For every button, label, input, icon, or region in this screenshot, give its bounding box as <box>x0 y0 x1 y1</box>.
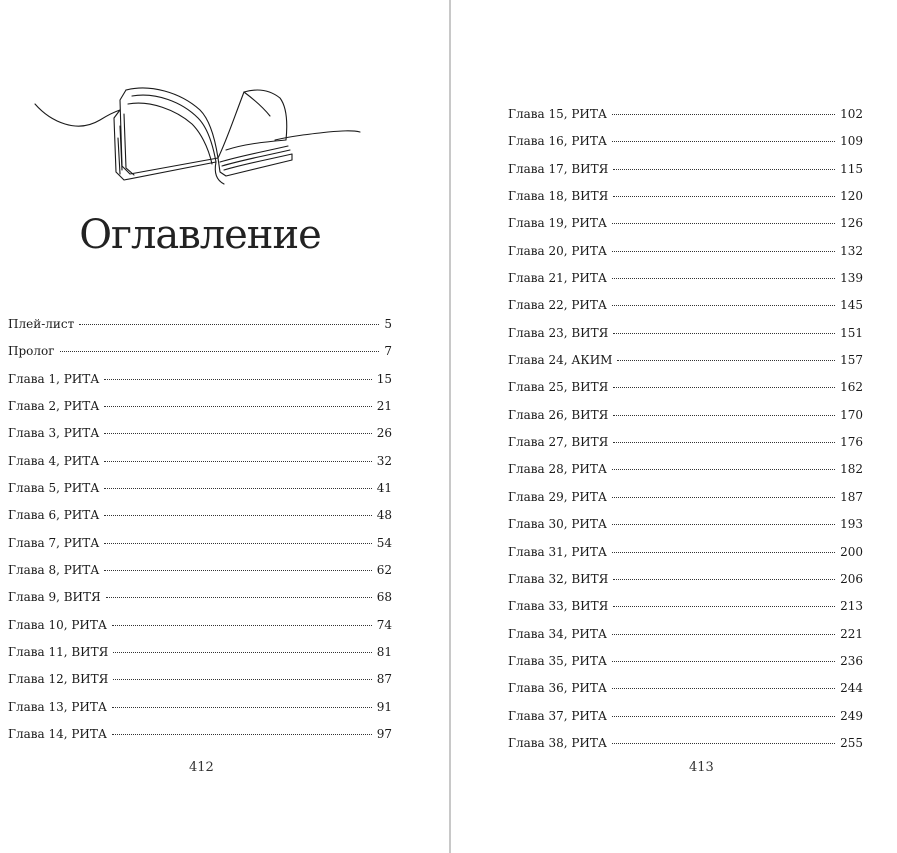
dot-leader <box>617 360 835 361</box>
toc-entry-label: Глава 13, РИТА <box>8 699 107 714</box>
toc-entry[interactable] <box>508 183 863 210</box>
dot-leader <box>612 552 835 553</box>
toc-entry[interactable] <box>8 584 392 611</box>
dot-leader <box>104 433 371 434</box>
toc-entry-page: 206 <box>840 571 863 586</box>
toc-entry-label: Глава 2, РИТА <box>8 399 100 414</box>
toc-entry-label: Глава 8, РИТА <box>8 563 100 578</box>
dot-leader <box>612 114 835 115</box>
dot-leader <box>612 716 835 717</box>
toc-entry[interactable] <box>508 621 863 648</box>
toc-entry-page: 54 <box>376 535 392 550</box>
toc-entry-page: 255 <box>840 735 863 750</box>
toc-entry-label: Глава 38, РИТА <box>508 735 607 750</box>
dot-leader <box>612 251 835 252</box>
dot-leader <box>113 652 371 653</box>
toc-entry[interactable] <box>508 210 863 237</box>
dot-leader <box>612 278 835 279</box>
toc-entry-page: 244 <box>840 681 863 696</box>
toc-entry[interactable] <box>508 156 863 183</box>
dot-leader <box>612 634 835 635</box>
toc-list-left <box>8 311 392 749</box>
dot-leader <box>104 488 371 489</box>
toc-entry[interactable] <box>8 639 392 666</box>
toc-entry[interactable] <box>8 557 392 584</box>
toc-entry[interactable] <box>8 475 392 502</box>
toc-entry-label: Глава 21, РИТА <box>508 271 607 286</box>
dot-leader <box>106 597 372 598</box>
page-number-left: 412 <box>189 760 214 775</box>
toc-entry-page: 170 <box>840 407 863 422</box>
toc-entry[interactable] <box>508 484 863 511</box>
toc-entry-page: 139 <box>840 271 863 286</box>
dot-leader <box>612 469 835 470</box>
toc-entry-label: Глава 5, РИТА <box>8 481 100 496</box>
toc-entry-label: Глава 33, ВИТЯ <box>508 599 609 614</box>
toc-entry-page: 132 <box>840 243 863 258</box>
dot-leader <box>113 679 371 680</box>
toc-entry-label: Глава 32, ВИТЯ <box>508 571 609 586</box>
toc-entry-page: 41 <box>376 481 392 496</box>
toc-entry-page: 109 <box>840 134 863 149</box>
toc-entry[interactable] <box>508 511 863 538</box>
toc-entry[interactable] <box>508 265 863 292</box>
dot-leader <box>104 461 371 462</box>
dot-leader <box>613 579 835 580</box>
toc-entry-label: Глава 7, РИТА <box>8 535 100 550</box>
toc-entry-page: 236 <box>840 653 863 668</box>
toc-entry[interactable] <box>508 320 863 347</box>
toc-entry[interactable] <box>508 539 863 566</box>
dot-leader <box>613 387 835 388</box>
toc-entry-label: Глава 23, ВИТЯ <box>508 325 609 340</box>
toc-entry-page: 48 <box>376 508 392 523</box>
toc-entry[interactable] <box>508 429 863 456</box>
toc-entry-page: 115 <box>840 161 863 176</box>
toc-entry-label: Глава 34, РИТА <box>508 626 607 641</box>
toc-entry-page: 62 <box>376 563 392 578</box>
toc-entry-page: 102 <box>840 107 863 121</box>
dot-leader <box>60 351 380 352</box>
toc-entry-label: Глава 3, РИТА <box>8 426 100 441</box>
toc-entry-label: Глава 37, РИТА <box>508 708 607 723</box>
dot-leader <box>612 497 835 498</box>
toc-entry-page: 126 <box>840 216 863 231</box>
toc-entry-label: Глава 28, РИТА <box>508 462 607 477</box>
dot-leader <box>104 406 371 407</box>
toc-entry-page: 182 <box>840 462 863 477</box>
toc-entry[interactable] <box>8 721 392 748</box>
toc-entry-label: Глава 35, РИТА <box>508 653 607 668</box>
toc-entry[interactable] <box>8 366 392 393</box>
toc-entry-page: 5 <box>384 317 392 331</box>
dot-leader <box>612 661 835 662</box>
toc-entry-page: 187 <box>840 489 863 504</box>
toc-entry-label: Глава 24, АКИМ <box>508 353 613 368</box>
toc-entry-label: Глава 26, ВИТЯ <box>508 407 609 422</box>
toc-entry[interactable] <box>8 393 392 420</box>
toc-entry[interactable] <box>508 374 863 401</box>
toc-entry-label: Глава 10, РИТА <box>8 617 107 632</box>
toc-entry[interactable] <box>508 347 863 374</box>
toc-entry-label: Глава 14, РИТА <box>8 727 107 742</box>
toc-entry-page: 200 <box>840 544 863 559</box>
dot-leader <box>612 141 835 142</box>
page-number-right: 413 <box>689 760 714 775</box>
toc-entry-page: 145 <box>840 298 863 313</box>
toc-entry-label: Глава 27, ВИТЯ <box>508 435 609 450</box>
toc-entry-label: Глава 4, РИТА <box>8 453 100 468</box>
toc-entry-label: Глава 31, РИТА <box>508 544 607 559</box>
toc-entry-page: 21 <box>376 399 392 414</box>
dot-leader <box>612 223 835 224</box>
toc-entry[interactable] <box>508 593 863 620</box>
dot-leader <box>612 688 835 689</box>
dot-leader <box>613 442 835 443</box>
toc-list-right <box>508 101 863 757</box>
dot-leader <box>613 606 835 607</box>
dot-leader <box>613 196 835 197</box>
toc-entry-label: Глава 18, ВИТЯ <box>508 189 609 204</box>
toc-entry-label: Глава 6, РИТА <box>8 508 100 523</box>
dot-leader <box>612 305 835 306</box>
dot-leader <box>613 415 835 416</box>
toc-entry-label: Глава 16, РИТА <box>508 134 607 149</box>
toc-entry-label: Глава 15, РИТА <box>508 107 607 121</box>
toc-entry-page: 120 <box>840 189 863 204</box>
toc-entry-page: 74 <box>376 617 392 632</box>
dot-leader <box>612 524 835 525</box>
toc-entry-page: 193 <box>840 517 863 532</box>
toc-entry[interactable] <box>8 448 392 475</box>
toc-entry[interactable] <box>508 730 863 757</box>
toc-entry[interactable] <box>8 311 392 338</box>
toc-entry-page: 81 <box>376 645 392 660</box>
toc-title: Оглавление <box>79 212 321 258</box>
dot-leader <box>104 515 371 516</box>
dot-leader <box>104 379 371 380</box>
toc-entry-page: 87 <box>376 672 392 687</box>
toc-entry-label: Плей-лист <box>8 317 75 331</box>
toc-entry[interactable] <box>508 402 863 429</box>
dot-leader <box>104 570 371 571</box>
toc-entry-page: 221 <box>840 626 863 641</box>
toc-entry[interactable] <box>8 420 392 447</box>
toc-entry-label: Глава 30, РИТА <box>508 517 607 532</box>
dot-leader <box>112 734 372 735</box>
toc-entry[interactable] <box>508 128 863 155</box>
toc-entry-page: 97 <box>376 727 392 742</box>
toc-entry[interactable] <box>8 502 392 529</box>
toc-entry-label: Глава 12, ВИТЯ <box>8 672 109 687</box>
toc-entry-label: Глава 36, РИТА <box>508 681 607 696</box>
toc-entry-label: Глава 19, РИТА <box>508 216 607 231</box>
toc-entry-label: Глава 17, ВИТЯ <box>508 161 609 176</box>
toc-entry-label: Глава 1, РИТА <box>8 371 100 386</box>
toc-entry-page: 26 <box>376 426 392 441</box>
toc-entry-page: 157 <box>840 353 863 368</box>
toc-entry[interactable] <box>508 675 863 702</box>
dot-leader <box>112 707 372 708</box>
toc-entry-label: Глава 11, ВИТЯ <box>8 645 109 660</box>
dot-leader <box>612 743 835 744</box>
toc-entry[interactable] <box>8 666 392 693</box>
dot-leader <box>104 543 371 544</box>
toc-entry-page: 15 <box>376 371 392 386</box>
dot-leader <box>613 169 835 170</box>
toc-entry[interactable] <box>508 292 863 319</box>
toc-entry-label: Глава 20, РИТА <box>508 243 607 258</box>
dot-leader <box>112 625 372 626</box>
toc-entry-page: 162 <box>840 380 863 395</box>
toc-entry-label: Пролог <box>8 344 55 359</box>
toc-entry-page: 151 <box>840 325 863 340</box>
dot-leader <box>613 333 835 334</box>
open-book-icon <box>30 80 370 195</box>
toc-entry[interactable] <box>8 338 392 365</box>
toc-entry-page: 32 <box>376 453 392 468</box>
dot-leader <box>79 324 379 325</box>
toc-entry-label: Глава 25, ВИТЯ <box>508 380 609 395</box>
toc-entry[interactable] <box>508 238 863 265</box>
toc-entry-page: 68 <box>376 590 392 605</box>
toc-entry[interactable] <box>508 101 863 128</box>
toc-entry-page: 91 <box>376 699 392 714</box>
toc-entry-label: Глава 29, РИТА <box>508 489 607 504</box>
toc-entry-label: Глава 22, РИТА <box>508 298 607 313</box>
toc-entry[interactable] <box>8 530 392 557</box>
toc-entry[interactable] <box>8 694 392 721</box>
toc-entry[interactable] <box>508 648 863 675</box>
toc-entry[interactable] <box>508 456 863 483</box>
toc-entry-page: 213 <box>840 599 863 614</box>
toc-entry-page: 176 <box>840 435 863 450</box>
toc-entry[interactable] <box>8 612 392 639</box>
toc-entry-page: 249 <box>840 708 863 723</box>
toc-entry[interactable] <box>508 703 863 730</box>
toc-entry-page: 7 <box>384 344 392 359</box>
toc-entry-label: Глава 9, ВИТЯ <box>8 590 101 605</box>
toc-entry[interactable] <box>508 566 863 593</box>
